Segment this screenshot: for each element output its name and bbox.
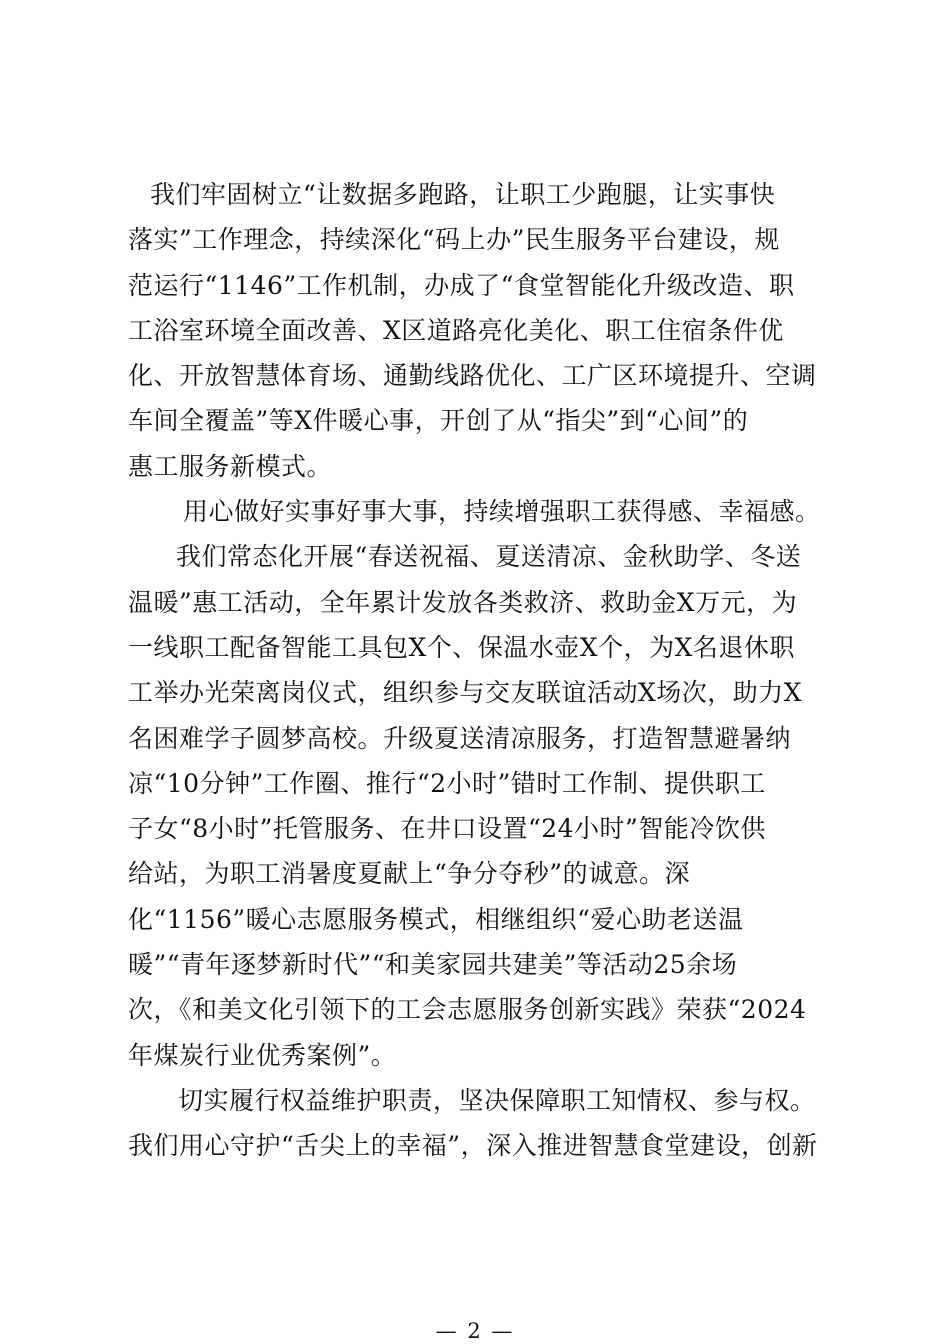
text-line: 化“1156”暖心志愿服务模式，相继组织“爱心助老送温 [128, 904, 744, 934]
text-line: 范运行“1146”工作机制，办成了“食堂智能化升级改造、职 [128, 270, 795, 300]
text-line: 工举办光荣离岗仪式，组织参与交友联谊活动X场次，助力X [128, 678, 803, 708]
paragraph-heading: 切实履行权益维护职责，坚决保障职工知情权、参与权。 [178, 1085, 816, 1115]
text-line: 惠工服务新模式。 [128, 451, 333, 481]
text-line: 落实”工作理念，持续深化“码上办”民生服务平台建设，规 [128, 225, 780, 255]
text-line: 给站，为职工消暑度夏献上“争分夺秒”的诚意。深 [128, 859, 691, 889]
text-line: 子女“8小时”托管服务、在井口设置“24小时”智能冷饮供 [128, 814, 766, 844]
text-line: 温暖”惠工活动，全年累计发放各类救济、救助金X万元，为 [128, 587, 798, 617]
text-line: 一线职工配备智能工具包X个、保温水壶X个，为X名退休职 [128, 632, 795, 662]
text-line: 年煤炭行业优秀案例”。 [128, 1040, 397, 1070]
text-line: 我们常态化开展“春送祝福、夏送清凉、金秋助学、冬送 [176, 542, 802, 572]
text-line: 次，《和美文化引领下的工会志愿服务创新实践》荣获“2024 [128, 995, 807, 1025]
page-number: — 2 — [435, 1319, 515, 1343]
text-line: 我们用心守护“舌尖上的幸福”，深入推进智慧食堂建设，创新 [128, 1131, 818, 1161]
text-line: 化、开放智慧体育场、通勤线路优化、工广区环境提升、空调 [128, 361, 817, 391]
text-line: 车间全覆盖”等X件暖心事，开创了从“指尖”到“心间”的 [128, 406, 749, 436]
text-line: 名困难学子圆梦高校。升级夏送清凉服务，打造智慧避暑纳 [128, 723, 792, 753]
text-line: 我们牢固树立“让数据多跑路，让职工少跑腿，让实事快 [150, 180, 776, 209]
text-line: 暖”“青年逐梦新时代”“和美家园共建美”等活动25余场 [128, 950, 738, 980]
body-text [128, 172, 828, 1169]
text-line: 工浴室环境全面改善、X区道路亮化美化、职工住宿条件优 [128, 315, 784, 345]
text-line: 凉“10分钟”工作圈、推行“2小时”错时工作制、提供职工 [128, 768, 766, 798]
paragraph-heading: 用心做好实事好事大事，持续增强职工获得感、幸福感。 [183, 497, 821, 527]
